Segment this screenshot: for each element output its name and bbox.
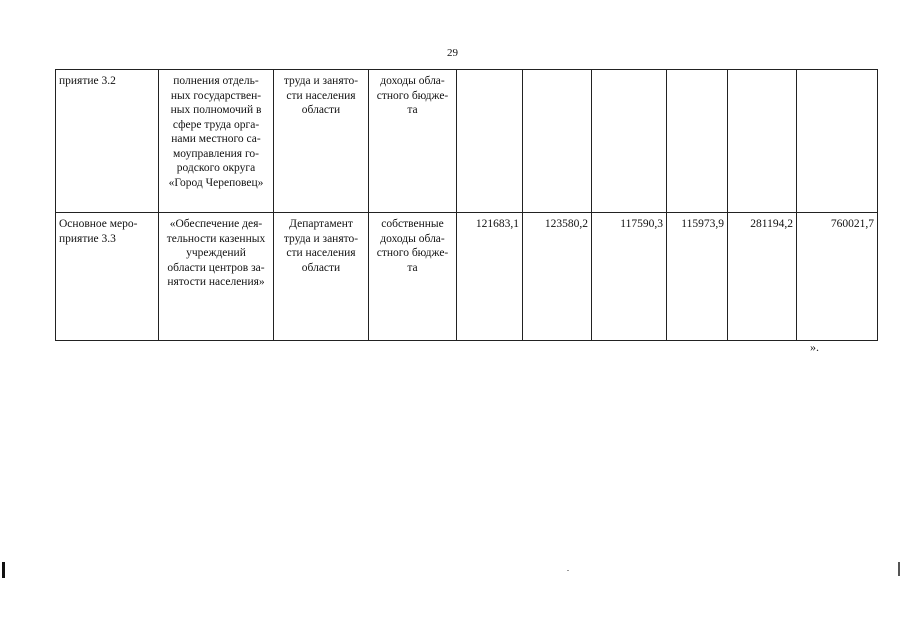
- cell-text: ных полномочий в: [170, 104, 262, 116]
- cell-text: ных государствен-: [170, 89, 262, 102]
- source-cell: [369, 70, 457, 213]
- cell-text: области: [301, 104, 341, 116]
- page-number: 29: [447, 47, 458, 59]
- cell-text: нятости населения»: [167, 276, 265, 288]
- cell-text: приятие 3.3: [59, 232, 116, 245]
- cell-text: сти населения: [286, 247, 356, 259]
- cell-text: Департамент: [289, 218, 353, 230]
- value-cell: 117590,3: [592, 213, 667, 341]
- value-cell: 123580,2: [523, 213, 592, 341]
- value-cell: [667, 70, 728, 213]
- cell-text: приятие 3.2: [59, 75, 116, 87]
- value-cell: 281194,2: [728, 213, 797, 341]
- table-row: [56, 70, 878, 213]
- value-cell: [728, 70, 797, 213]
- cell-text: труда и занято-: [283, 75, 359, 87]
- description-cell: [159, 70, 274, 213]
- scan-artifact-left: [2, 562, 5, 578]
- cell-text: родского округа: [176, 162, 256, 174]
- cell-text: учреждений: [186, 247, 246, 259]
- cell-text: моуправления го-: [173, 147, 259, 160]
- table-row: [56, 213, 878, 341]
- cell-text: нами местного са-: [171, 133, 261, 145]
- cell-text: сти населения: [286, 89, 356, 102]
- cell-text: доходы обла-: [380, 232, 445, 245]
- cell-text: доходы обла-: [380, 75, 445, 87]
- event-cell: [56, 213, 159, 341]
- value-cell: [523, 70, 592, 213]
- executor-cell: [274, 213, 369, 341]
- cell-text: стного бюдже-: [376, 89, 449, 102]
- scan-artifact-dot: [567, 570, 569, 571]
- cell-text: тельности казенных: [166, 232, 266, 245]
- source-cell: [369, 213, 457, 341]
- event-cell: [56, 70, 159, 213]
- executor-cell: [274, 70, 369, 213]
- cell-text: сфере труда орга-: [172, 118, 260, 131]
- value-cell: [797, 70, 878, 213]
- description-cell: [159, 213, 274, 341]
- cell-text: полнения отдель-: [173, 75, 259, 87]
- cell-text: та: [407, 104, 418, 116]
- closing-quote: ».: [810, 340, 819, 354]
- cell-text: труда и занято-: [283, 232, 359, 245]
- cell-text: «Город Череповец»: [168, 176, 264, 189]
- cell-text: области центров за-: [167, 261, 265, 274]
- cell-text: Основное меро-: [59, 218, 138, 230]
- cell-text: собственные: [381, 218, 444, 230]
- scan-artifact-right: [898, 562, 900, 576]
- value-cell: [592, 70, 667, 213]
- value-cell: 760021,7: [797, 213, 878, 341]
- cell-text: «Обеспечение дея-: [169, 218, 263, 230]
- value-cell: 115973,9: [667, 213, 728, 341]
- value-cell: [457, 70, 523, 213]
- value-cell: 121683,1: [457, 213, 523, 341]
- cell-text: области: [301, 261, 341, 274]
- cell-text: стного бюдже-: [376, 247, 449, 259]
- cell-text: та: [407, 261, 418, 274]
- budget-table: [55, 69, 878, 341]
